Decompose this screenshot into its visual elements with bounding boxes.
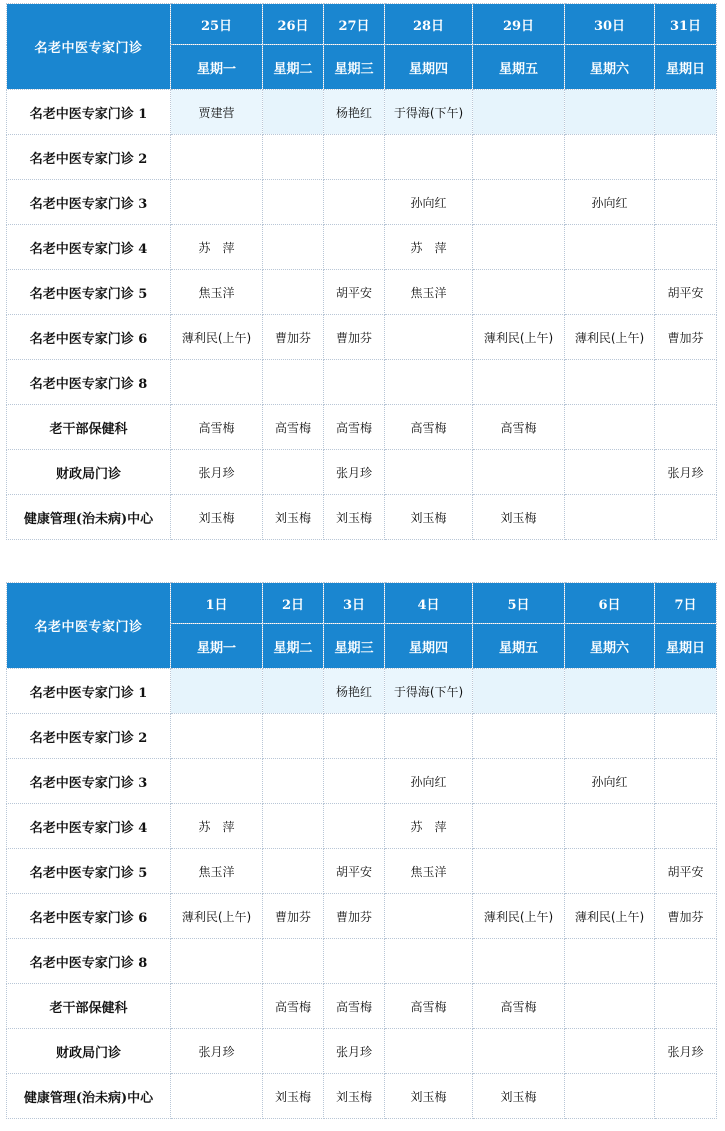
doctor-cell: 苏 萍 [171,225,263,270]
weekday-header: 星期三 [324,624,385,669]
doctor-cell: 张月珍 [655,450,717,495]
doctor-cell [473,270,565,315]
doctor-cell: 张月珍 [324,1029,385,1074]
doctor-cell: 高雪梅 [473,405,565,450]
doctor-cell: 高雪梅 [171,405,263,450]
doctor-cell: 刘玉梅 [324,495,385,540]
doctor-cell [263,669,324,714]
doctor-cell: 于得海(下午) [385,90,473,135]
table-row [7,984,717,1029]
doctor-cell [171,714,263,759]
doctor-cell: 于得海(下午) [385,669,473,714]
clinic-label: 名老中医专家门诊 4 [7,804,171,849]
doctor-cell: 薄利民(上午) [171,315,263,360]
doctor-cell: 薄利民(上午) [473,315,565,360]
corner-title: 名老中医专家门诊 [7,583,171,669]
doctor-cell [565,405,655,450]
doctor-cell [473,804,565,849]
table-row [7,714,717,759]
doctor-cell [565,270,655,315]
table-row [7,849,717,894]
doctor-cell [473,135,565,180]
weekday-header: 星期四 [385,624,473,669]
doctor-cell [385,939,473,984]
clinic-label: 老干部保健科 [7,405,171,450]
doctor-cell: 苏 萍 [385,225,473,270]
doctor-cell: 刘玉梅 [473,1074,565,1119]
doctor-cell: 胡平安 [655,849,717,894]
clinic-label: 名老中医专家门诊 6 [7,315,171,360]
doctor-cell [655,714,717,759]
doctor-cell: 曹加芬 [324,315,385,360]
clinic-label: 名老中医专家门诊 3 [7,759,171,804]
doctor-cell [324,804,385,849]
date-header: 28日 [385,4,473,45]
doctor-cell [473,939,565,984]
doctor-cell: 曹加芬 [263,315,324,360]
table-row [7,759,717,804]
doctor-cell [324,759,385,804]
clinic-label: 名老中医专家门诊 1 [7,90,171,135]
date-header: 30日 [565,4,655,45]
doctor-cell [565,804,655,849]
doctor-cell [263,759,324,804]
doctor-cell [565,939,655,984]
date-header: 1日 [171,583,263,624]
doctor-cell: 薄利民(上午) [565,315,655,360]
doctor-cell [385,135,473,180]
doctor-cell: 曹加芬 [324,894,385,939]
doctor-cell [171,939,263,984]
doctor-cell [263,1029,324,1074]
doctor-cell [565,1029,655,1074]
date-header: 27日 [324,4,385,45]
clinic-label: 名老中医专家门诊 5 [7,270,171,315]
doctor-cell [324,939,385,984]
clinic-label: 财政局门诊 [7,450,171,495]
doctor-cell [473,450,565,495]
doctor-cell [655,495,717,540]
weekday-header: 星期一 [171,624,263,669]
table-row [7,315,717,360]
schedule-table-1 [6,3,717,540]
doctor-cell: 胡平安 [655,270,717,315]
clinic-label: 名老中医专家门诊 2 [7,714,171,759]
doctor-cell: 焦玉洋 [385,270,473,315]
doctor-cell [655,180,717,225]
table-row [7,1074,717,1119]
table-row [7,804,717,849]
doctor-cell [473,714,565,759]
clinic-label: 名老中医专家门诊 1 [7,669,171,714]
weekday-header: 星期四 [385,45,473,90]
doctor-cell [655,939,717,984]
doctor-cell: 曹加芬 [655,315,717,360]
doctor-cell [171,669,263,714]
doctor-cell: 贾建营 [171,90,263,135]
doctor-cell [324,714,385,759]
doctor-cell [263,225,324,270]
doctor-cell [171,759,263,804]
doctor-cell [655,405,717,450]
doctor-cell: 刘玉梅 [263,1074,324,1119]
date-header: 5日 [473,583,565,624]
doctor-cell [473,360,565,405]
weekday-header: 星期六 [565,45,655,90]
doctor-cell [473,225,565,270]
doctor-cell [324,360,385,405]
doctor-cell: 焦玉洋 [171,270,263,315]
clinic-label: 名老中医专家门诊 3 [7,180,171,225]
doctor-cell: 刘玉梅 [171,495,263,540]
table-row [7,180,717,225]
clinic-label: 名老中医专家门诊 8 [7,360,171,405]
date-header: 2日 [263,583,324,624]
clinic-label: 财政局门诊 [7,1029,171,1074]
weekday-header: 星期日 [655,624,717,669]
doctor-cell [263,90,324,135]
table-row [7,495,717,540]
doctor-cell [171,1074,263,1119]
table-row [7,360,717,405]
clinic-label: 名老中医专家门诊 6 [7,894,171,939]
doctor-cell [473,1029,565,1074]
doctor-cell [565,495,655,540]
clinic-label: 健康管理(治未病)中心 [7,495,171,540]
schedule-body-2 [7,669,717,1119]
weekday-header: 星期六 [565,624,655,669]
doctor-cell [263,450,324,495]
doctor-cell [565,90,655,135]
doctor-cell: 刘玉梅 [385,1074,473,1119]
doctor-cell [385,450,473,495]
doctor-cell: 张月珍 [171,450,263,495]
doctor-cell [565,714,655,759]
doctor-cell: 张月珍 [171,1029,263,1074]
doctor-cell [263,939,324,984]
doctor-cell: 高雪梅 [324,405,385,450]
doctor-cell [473,669,565,714]
doctor-cell [171,135,263,180]
weekday-header: 星期二 [263,45,324,90]
doctor-cell [263,135,324,180]
table-row [7,669,717,714]
doctor-cell: 高雪梅 [324,984,385,1029]
doctor-cell: 胡平安 [324,849,385,894]
doctor-cell [263,804,324,849]
clinic-label: 健康管理(治未病)中心 [7,1074,171,1119]
date-header: 26日 [263,4,324,45]
doctor-cell: 杨艳红 [324,669,385,714]
doctor-cell: 苏 萍 [171,804,263,849]
doctor-cell: 张月珍 [324,450,385,495]
table-row [7,894,717,939]
weekday-header: 星期二 [263,624,324,669]
doctor-cell: 刘玉梅 [385,495,473,540]
table-row [7,450,717,495]
doctor-cell [385,714,473,759]
doctor-cell [655,1074,717,1119]
date-header: 31日 [655,4,717,45]
doctor-cell [565,450,655,495]
doctor-cell: 薄利民(上午) [473,894,565,939]
doctor-cell [565,984,655,1029]
doctor-cell [385,894,473,939]
doctor-cell [565,669,655,714]
weekday-header: 星期五 [473,624,565,669]
table-row [7,225,717,270]
clinic-label: 名老中医专家门诊 2 [7,135,171,180]
doctor-cell: 苏 萍 [385,804,473,849]
doctor-cell: 刘玉梅 [473,495,565,540]
doctor-cell [385,315,473,360]
doctor-cell [473,849,565,894]
doctor-cell [655,984,717,1029]
doctor-cell [263,714,324,759]
doctor-cell [655,360,717,405]
doctor-cell: 焦玉洋 [171,849,263,894]
doctor-cell [655,804,717,849]
clinic-label: 老干部保健科 [7,984,171,1029]
table-row [7,1029,717,1074]
clinic-label: 名老中医专家门诊 8 [7,939,171,984]
weekday-header: 星期日 [655,45,717,90]
date-header: 25日 [171,4,263,45]
date-header: 4日 [385,583,473,624]
doctor-cell [263,849,324,894]
doctor-cell [655,669,717,714]
doctor-cell [263,180,324,225]
date-header: 6日 [565,583,655,624]
doctor-cell: 孙向红 [565,759,655,804]
doctor-cell [171,360,263,405]
doctor-cell [385,1029,473,1074]
doctor-cell [171,984,263,1029]
date-header: 7日 [655,583,717,624]
doctor-cell: 孙向红 [565,180,655,225]
table-row [7,270,717,315]
date-header: 3日 [324,583,385,624]
doctor-cell [565,225,655,270]
table-row [7,135,717,180]
doctor-cell: 曹加芬 [655,894,717,939]
doctor-cell [263,270,324,315]
corner-title: 名老中医专家门诊 [7,4,171,90]
table-row [7,939,717,984]
doctor-cell [171,180,263,225]
doctor-cell: 刘玉梅 [324,1074,385,1119]
doctor-cell: 高雪梅 [385,405,473,450]
doctor-cell [655,135,717,180]
weekday-header: 星期三 [324,45,385,90]
doctor-cell: 高雪梅 [263,405,324,450]
doctor-cell [473,90,565,135]
doctor-cell: 刘玉梅 [263,495,324,540]
doctor-cell [324,225,385,270]
doctor-cell [565,135,655,180]
doctor-cell: 曹加芬 [263,894,324,939]
doctor-cell [565,849,655,894]
doctor-cell [324,180,385,225]
doctor-cell: 焦玉洋 [385,849,473,894]
doctor-cell [655,759,717,804]
doctor-cell: 孙向红 [385,759,473,804]
doctor-cell: 胡平安 [324,270,385,315]
doctor-cell [385,360,473,405]
doctor-cell: 高雪梅 [385,984,473,1029]
table-row [7,90,717,135]
table-row [7,405,717,450]
doctor-cell [473,180,565,225]
schedule-body-1 [7,90,717,540]
doctor-cell [263,360,324,405]
doctor-cell [473,759,565,804]
doctor-cell [565,1074,655,1119]
doctor-cell: 薄利民(上午) [171,894,263,939]
doctor-cell [655,225,717,270]
doctor-cell [565,360,655,405]
clinic-label: 名老中医专家门诊 5 [7,849,171,894]
date-header: 29日 [473,4,565,45]
doctor-cell [324,135,385,180]
doctor-cell: 高雪梅 [473,984,565,1029]
doctor-cell [655,90,717,135]
weekday-header: 星期五 [473,45,565,90]
doctor-cell: 高雪梅 [263,984,324,1029]
doctor-cell: 孙向红 [385,180,473,225]
doctor-cell: 杨艳红 [324,90,385,135]
doctor-cell: 薄利民(上午) [565,894,655,939]
weekday-header: 星期一 [171,45,263,90]
doctor-cell: 张月珍 [655,1029,717,1074]
clinic-label: 名老中医专家门诊 4 [7,225,171,270]
schedule-table-2 [6,582,717,1119]
